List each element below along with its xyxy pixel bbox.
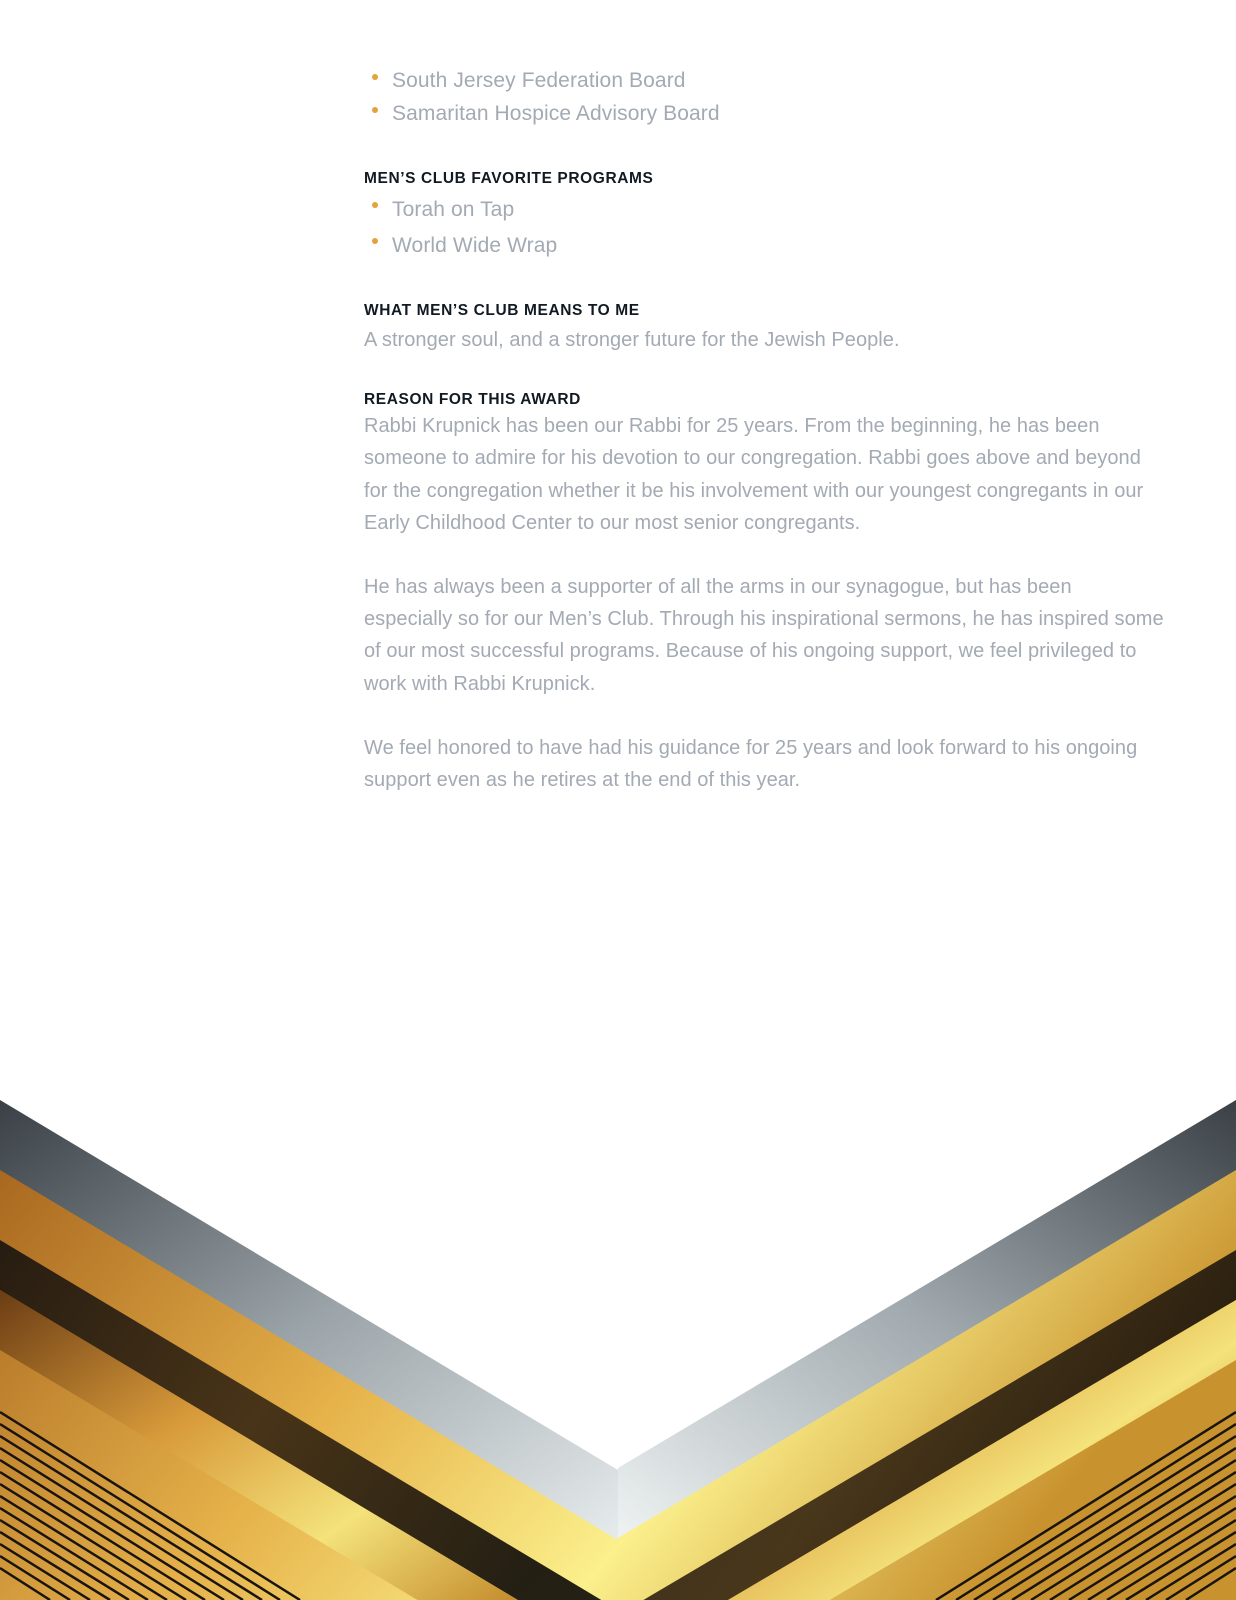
affiliations-list xyxy=(364,64,1164,130)
bullet-icon xyxy=(372,107,378,113)
page-content xyxy=(364,64,1164,796)
list-item: Torah on Tap xyxy=(364,192,1164,228)
list-item: Samaritan Hospice Advisory Board xyxy=(364,97,1164,130)
favorite-programs-heading: MEN’S CLUB FAVORITE PROGRAMS xyxy=(364,170,654,187)
reason-paragraph-1: Rabbi Krupnick has been our Rabbi for 25 years. From the beginning, he has been someone to admire for his devotion to our congregation. Rabbi goes above and beyond for the congregation whether it be his involvement with our youngest congregants in our Early Childhood Center to our most senior congregants. xyxy=(364,415,1144,534)
list-item: South Jersey Federation Board xyxy=(364,64,1164,97)
bullet-icon xyxy=(372,202,378,208)
list-item: World Wide Wrap xyxy=(364,228,1164,264)
bullet-icon xyxy=(372,74,378,80)
reason-paragraph-2: He has always been a supporter of all the arms in our synagogue, but has been especially so for our Men’s Club. Through his inspirational sermons, he has inspired some of our most successful programs. Because of his ongoing support, we feel privileged to work with Rabbi Krupnick. xyxy=(364,576,1164,695)
reason-paragraph-3: We feel honored to have had his guidance for 25 years and look forward to his ongoing support even as he retires at the end of this year. xyxy=(364,736,1138,792)
means-to-me-text: A stronger soul, and a stronger future for the Jewish People. xyxy=(364,329,900,351)
chevron-decoration xyxy=(0,1100,1236,1600)
favorite-programs-list xyxy=(364,192,1164,264)
bullet-icon xyxy=(372,238,378,244)
reason-heading: REASON FOR THIS AWARD xyxy=(364,391,581,409)
means-to-me-heading: WHAT MEN’S CLUB MEANS TO ME xyxy=(364,302,640,319)
